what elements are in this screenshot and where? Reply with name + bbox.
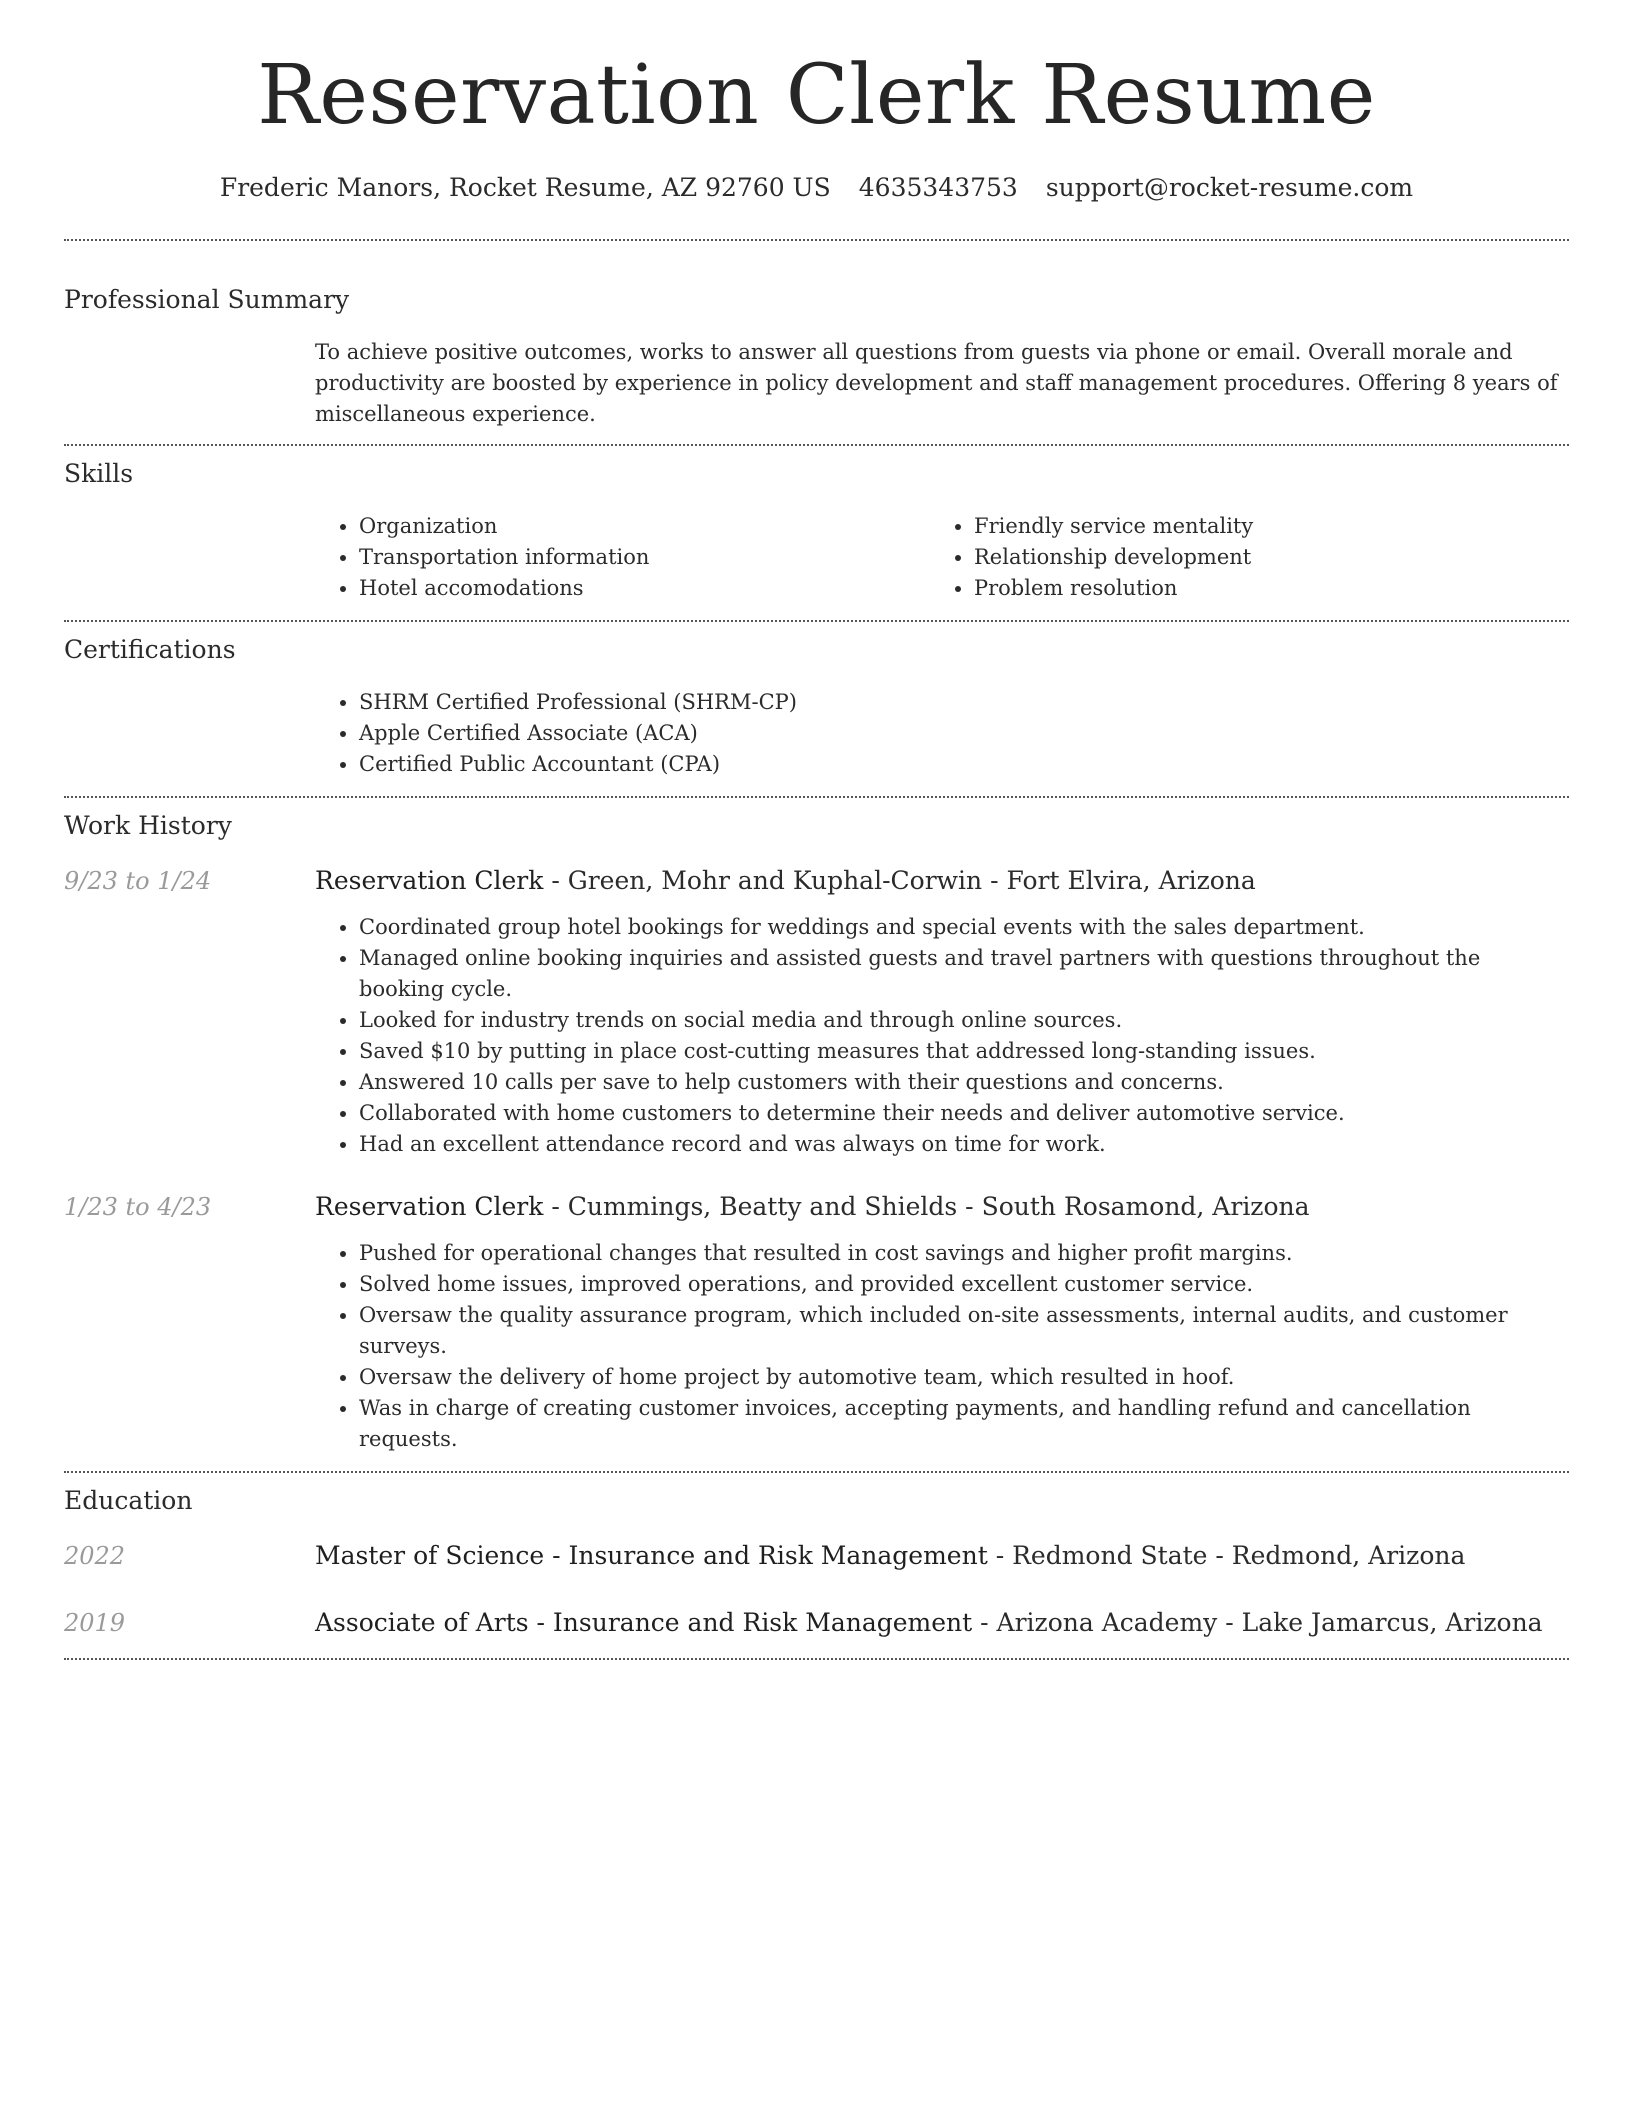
section-certifications — [64, 622, 1569, 796]
education-degree: Associate of Arts - Insurance and Risk Management — [315, 1608, 973, 1637]
education-school: - Arizona Academy - Lake Jamarcus, Arizona — [972, 1608, 1543, 1637]
job-title: Reservation Clerk — [315, 866, 544, 895]
job-bullet: • Solved home issues, improved operations, and provided excellent customer service. — [359, 1269, 1569, 1300]
certification-item: • Apple Certified Associate (ACA) — [359, 718, 1569, 749]
skill-item: • Transportation information — [359, 542, 930, 573]
job-bullet: • Collaborated with home customers to determine their needs and deliver automotive service. — [359, 1098, 1569, 1129]
job-bullet: • Saved $10 by putting in place cost-cutting measures that addressed long-standing issues. — [359, 1036, 1569, 1067]
resume-page — [64, 0, 1569, 1660]
job-employer: - Cummings, Beatty and Shields - South Rosamond, Arizona — [543, 1192, 1310, 1221]
skill-item: • Hotel accomodations — [359, 573, 930, 604]
job-employer: - Green, Mohr and Kuphal-Corwin - Fort Elvira, Arizona — [543, 866, 1256, 895]
job-bullet: • Pushed for operational changes that resulted in cost savings and higher profit margins. — [359, 1238, 1569, 1269]
job-bullet: • Managed online booking inquiries and assisted guests and travel partners with questions throughout the booking cycle. — [359, 943, 1569, 1005]
job-heading — [315, 1190, 1569, 1224]
skill-item: • Organization — [359, 511, 930, 542]
resume-title: Reservation Clerk Resume — [257, 48, 1376, 143]
skills-column-right — [930, 511, 1545, 604]
job-bullet: • Answered 10 calls per save to help customers with their questions and concerns. — [359, 1067, 1569, 1098]
education-heading — [315, 1539, 1569, 1573]
job-bullet: • Oversaw the quality assurance program, which included on-site assessments, internal audits, and customer surveys. — [359, 1300, 1569, 1362]
job-bullet: • Had an excellent attendance record and was always on time for work. — [359, 1129, 1569, 1160]
contact-line — [64, 170, 1569, 206]
certification-item: • Certified Public Accountant (CPA) — [359, 749, 1569, 780]
job-dates: 1/23 to 4/23 — [64, 1193, 212, 1221]
section-education — [64, 1473, 1569, 1658]
job-title: Reservation Clerk — [315, 1192, 544, 1221]
job-entry — [64, 1190, 1569, 1455]
education-year: 2022 — [64, 1542, 126, 1570]
education-year: 2019 — [64, 1609, 126, 1637]
section-heading: Certifications — [64, 635, 236, 664]
skill-item: • Relationship development — [974, 542, 1545, 573]
contact-address: Frederic Manors, Rocket Resume, AZ 92760 US — [219, 173, 831, 202]
education-heading — [315, 1606, 1569, 1640]
job-bullet: • Coordinated group hotel bookings for weddings and special events with the sales department. — [359, 912, 1569, 943]
job-dates: 9/23 to 1/24 — [64, 867, 212, 895]
summary-text: To achieve positive outcomes, works to answer all questions from guests via phone or email. Overall morale and productivity are boosted by experience in policy development and staff management procedures. Offering 8 years of miscellaneous experience. — [315, 340, 1558, 426]
section-heading: Work History — [64, 811, 232, 840]
section-heading: Skills — [64, 459, 134, 488]
job-bullet: • Oversaw the delivery of home project by automotive team, which resulted in hoof. — [359, 1362, 1569, 1393]
contact-email: support@rocket-resume.com — [1045, 173, 1414, 202]
job-heading — [315, 864, 1569, 898]
skill-item: • Friendly service mentality — [974, 511, 1545, 542]
section-professional-summary — [64, 241, 1569, 444]
job-bullet: • Looked for industry trends on social media and through online sources. — [359, 1005, 1569, 1036]
section-heading: Professional Summary — [64, 285, 350, 314]
education-entry — [64, 1539, 1569, 1573]
divider — [64, 1658, 1569, 1660]
section-work-history — [64, 798, 1569, 1471]
contact-phone: 4635343753 — [858, 173, 1018, 202]
section-skills — [64, 446, 1569, 620]
education-school: - Redmond State - Redmond, Arizona — [987, 1541, 1466, 1570]
job-entry — [64, 864, 1569, 1160]
section-heading: Education — [64, 1486, 193, 1515]
education-degree: Master of Science - Insurance and Risk Management — [315, 1541, 988, 1570]
job-bullet: • Was in charge of creating customer invoices, accepting payments, and handling refund and cancellation requests. — [359, 1393, 1569, 1455]
skills-column-left — [315, 511, 930, 604]
skill-item: • Problem resolution — [974, 573, 1545, 604]
education-entry — [64, 1606, 1569, 1640]
certification-item: • SHRM Certified Professional (SHRM-CP) — [359, 687, 1569, 718]
